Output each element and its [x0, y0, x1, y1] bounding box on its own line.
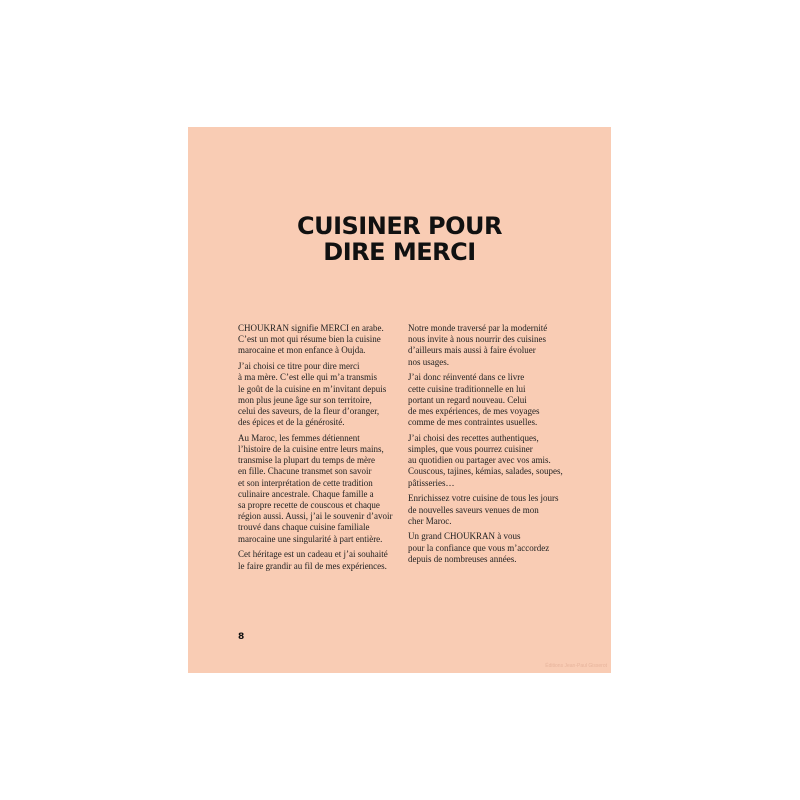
text-line: culinaire ancestrale. Chaque famille a — [238, 488, 374, 499]
text-line: pour la confiance que vous m’accordez — [408, 542, 550, 553]
text-line: cher Maroc. — [408, 515, 452, 526]
text-line: des épices et de la générosité. — [238, 417, 345, 428]
text-line: Cet héritage est un cadeau et j’ai souhaité — [238, 549, 388, 560]
text-line: transmise la plupart du temps de mère — [238, 455, 375, 466]
paragraph — [238, 323, 402, 357]
text-line: marocaine et mon enfance à Oujda. — [238, 345, 366, 356]
text-line: nous invite à nous nourrir des cuisines — [408, 334, 546, 345]
text-line: Couscous, tajines, kémias, salades, soupes, — [408, 466, 563, 477]
text-line: de nouvelles saveurs venues de mon — [408, 504, 539, 515]
text-line: celui des saveurs, de la fleur d’oranger, — [238, 405, 380, 416]
text-line: depuis de nombreuses années. — [408, 553, 517, 564]
text-line: C’est un mot qui résume bien la cuisine — [238, 334, 381, 345]
text-line: Au Maroc, les femmes détiennent — [238, 432, 360, 443]
text-line: cette cuisine traditionnelle en lui — [408, 383, 526, 394]
text-line: Enrichissez votre cuisine de tous les jours — [408, 493, 559, 504]
text-line: marocaine une singularité à part entière. — [238, 533, 383, 544]
text-line: et son interprétation de cette tradition — [238, 477, 373, 488]
text-line: portant un regard nouveau. Celui — [408, 394, 527, 405]
text-line: en fille. Chacune transmet son savoir — [238, 466, 372, 477]
page-title — [188, 213, 611, 265]
text-line: comme de mes contraintes usuelles. — [408, 417, 538, 428]
text-line: J’ai choisi ce titre pour dire merci — [238, 361, 360, 372]
paragraph — [408, 531, 576, 565]
text-line: CHOUKRAN signifie MERCI en arabe. — [238, 323, 384, 333]
text-line: Un grand CHOUKRAN à vous — [408, 531, 521, 542]
text-line: J’ai choisi des recettes authentiques, — [408, 432, 539, 443]
paragraph — [238, 549, 402, 571]
text-line: le faire grandir au fil de mes expériences. — [238, 560, 387, 571]
text-line: trouvé dans chaque cuisine familiale — [238, 522, 370, 533]
paragraph — [408, 433, 576, 489]
text-line: sa propre recette de couscous et chaque — [238, 500, 380, 511]
paragraph — [408, 493, 576, 527]
page-number: 8 — [238, 632, 245, 642]
text-line: le goût de la cuisine en m’invitant depuis — [238, 383, 387, 394]
text-line: au quotidien ou partager avec vos amis. — [408, 455, 551, 466]
text-line: de mes expériences, de mes voyages — [408, 405, 540, 416]
text-line: région aussi. Aussi, j’ai le souvenir d’avoir — [238, 511, 393, 522]
paragraph — [238, 433, 402, 545]
text-line: pâtisseries… — [408, 477, 455, 488]
text-column-left — [238, 323, 402, 576]
publisher-watermark: Éditions Jean-Paul Gisserot — [545, 663, 607, 669]
page-title-line: CUISINER POUR — [296, 212, 503, 240]
text-column-right — [408, 323, 576, 570]
text-line: J’ai donc réinventé dans ce livre — [408, 372, 525, 383]
paragraph — [408, 372, 576, 428]
text-line: l’histoire de la cuisine entre leurs mains, — [238, 444, 384, 455]
text-line: mon plus jeune âge sur son territoire, — [238, 394, 372, 405]
text-line: d’ailleurs mais aussi à faire évoluer — [408, 345, 536, 356]
text-line: nos usages. — [408, 356, 449, 367]
text-line: simples, que vous pourrez cuisiner — [408, 444, 533, 455]
paragraph — [408, 323, 576, 368]
text-line: Notre monde traversé par la modernité — [408, 323, 548, 333]
paragraph — [238, 361, 402, 428]
text-line: à ma mère. C’est elle qui m’a transmis — [238, 372, 377, 383]
book-page — [188, 127, 611, 673]
page-title-line: DIRE MERCI — [323, 238, 476, 266]
